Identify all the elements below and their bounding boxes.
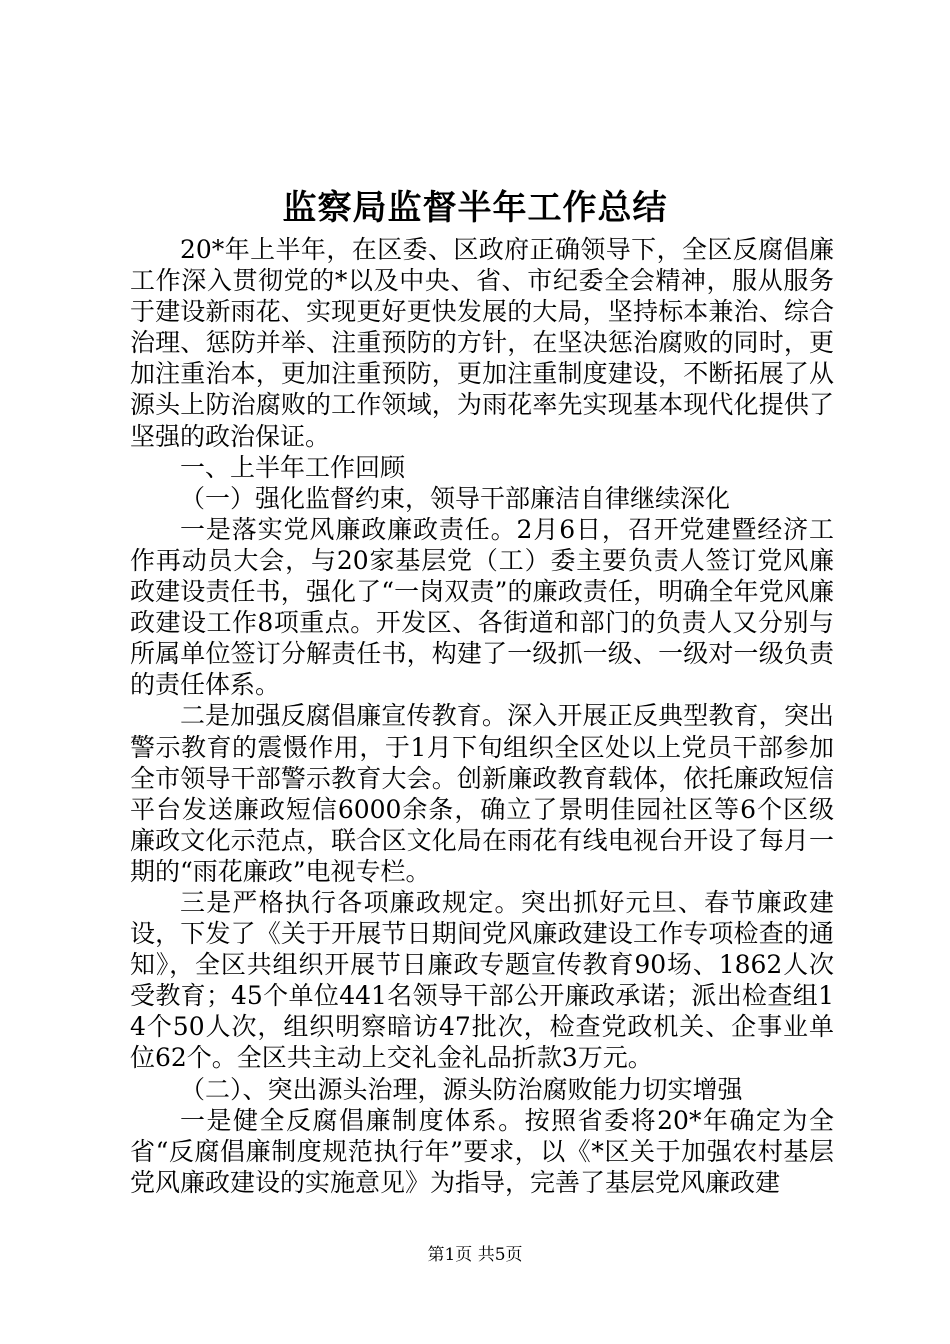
paragraph-responsibility: 一是落实党风廉政廉政责任。2月6日，召开党建暨经济工作再动员大会，与20家基层党（工）委主要负责人签订党风廉政建设责任书，强化了“一岗双责”的廉政责任，明确全年党风廉政建设工作8项重点。开发区、各街道和部门的负责人又分别与所属单位签订分解责任书，构建了一级抓一级、一级对一级负责的责任体系。 (130, 514, 834, 700)
paragraph-regulations: 三是严格执行各项廉政规定。突出抓好元旦、春节廉政建设，下发了《关于开展节日期间党风廉政建设工作专项检查的通知》，全区共组织开展节日廉政专题宣传教育90场、1862人次受教育；45个单位441名领导干部公开廉政承诺；派出检查组14个50人次，组织明察暗访47批次，检查党政机关、企事业单位62个。全区共主动上交礼金礼品折款3万元。 (130, 887, 834, 1073)
subsection-heading-1: （一）强化监督约束，领导干部廉洁自律继续深化 (180, 483, 731, 513)
section-heading-review: 一、上半年工作回顾 (180, 452, 406, 482)
paragraph-education: 二是加强反腐倡廉宣传教育。深入开展正反典型教育，突出警示教育的震慑作用，于1月下旬组织全区处以上党员干部参加全市领导干部警示教育大会。创新廉政教育载体，依托廉政短信平台发送廉政短信6000余条，确立了景明佳园社区等6个区级廉政文化示范点，联合区文化局在雨花有线电视台开设了每月一期的“雨花廉政”电视专栏。 (130, 701, 834, 886)
page-footer: 第1页 共5页 (427, 1245, 523, 1265)
document-body (130, 234, 834, 1198)
document-title: 监察局监督半年工作总结 (282, 188, 668, 228)
paragraph-intro: 20*年上半年，在区委、区政府正确领导下，全区反腐倡廉工作深入贯彻党的*以及中央、省、市纪委全会精神，服从服务于建设新雨花、实现更好更快发展的大局，坚持标本兼治、综合治理、惩防并举、注重预防的方针，在坚决惩治腐败的同时，更加注重治本，更加注重预防，更加注重制度建设，不断拓展了从源头上防治腐败的工作领域，为雨花率先实现基本现代化提供了坚强的政治保证。 (130, 235, 834, 451)
paragraph-system: 一是健全反腐倡廉制度体系。按照省委将20*年确定为全省“反腐倡廉制度规范执行年”要求，以《*区关于加强农村基层党风廉政建设的实施意见》为指导，完善了基层党风廉政建 (130, 1105, 834, 1197)
subsection-heading-2: （二）、突出源头治理，源头防治腐败能力切实增强 (180, 1074, 743, 1104)
